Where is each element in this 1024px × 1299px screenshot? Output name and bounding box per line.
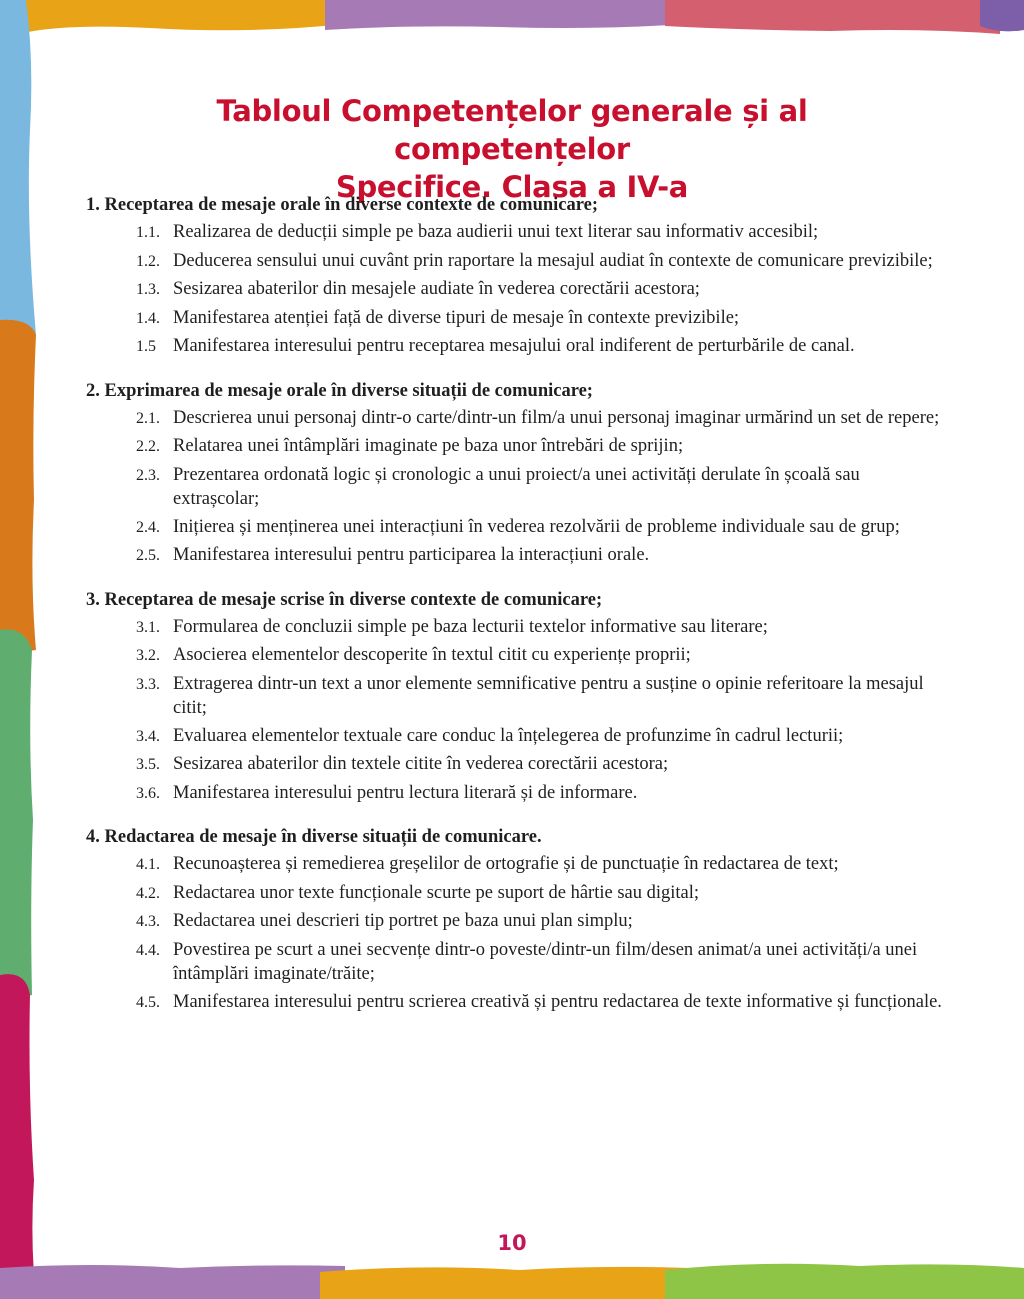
section-1 — [86, 192, 966, 360]
item-number: 4.3. — [136, 913, 160, 930]
item-number: 4.5. — [136, 993, 160, 1011]
list-item — [86, 615, 966, 641]
item-text: Manifestarea interesului pentru scrierea creativă și pentru redactarea de texte informative și funcționale. — [173, 991, 942, 1012]
section-heading: 4. Redactarea de mesaje în diverse situații de comunicare. — [86, 827, 542, 847]
item-number: 3.5. — [136, 756, 160, 773]
border-bottom-purple — [0, 1265, 345, 1299]
item-text: Recunoașterea și remedierea greșelilor de ortografie și de punctuație în redactarea de text; — [173, 854, 839, 874]
item-text: Prezentarea ordonată logic și cronologic a unui proiect/a unei activități derulate în școală sau extrașcolar; — [173, 464, 860, 509]
border-left-blue — [0, 0, 36, 345]
border-top-violet — [980, 0, 1024, 31]
list-item — [86, 909, 966, 935]
list-item — [86, 724, 966, 750]
item-text: Formularea de concluzii simple pe baza lecturii textelor informative sau literare; — [173, 616, 768, 637]
item-text: Manifestarea interesului pentru receptarea mesajului oral indiferent de perturbările de canal. — [173, 336, 855, 356]
item-number: 2.4. — [136, 518, 160, 536]
item-text: Manifestarea interesului pentru participarea la interacțiuni orale. — [173, 545, 650, 565]
page-number: 10 — [497, 1231, 527, 1255]
border-top-purple — [325, 0, 685, 30]
section-heading: 2. Exprimarea de mesaje orale în diverse situații de comunicare; — [86, 380, 593, 401]
section-3 — [86, 587, 966, 807]
item-text: Povestirea pe scurt a unei secvențe dintr-o poveste/dintr-un film/desen animat/a unei activități/a unei întâmplări imaginate/trăite; — [173, 939, 918, 984]
item-text: Relatarea unei întâmplări imaginate pe baza unor întrebări de sprijin; — [173, 436, 684, 456]
list-item — [86, 643, 966, 669]
list-item — [86, 881, 966, 907]
item-number: 1.4. — [136, 309, 160, 327]
item-text: Redactarea unei descrieri tip portret pe baza unui plan simplu; — [173, 911, 633, 931]
list-item — [86, 434, 966, 460]
item-number: 4.2. — [136, 884, 160, 902]
list-item — [86, 306, 966, 332]
item-number: 2.3. — [136, 466, 160, 484]
list-item — [86, 406, 966, 432]
item-text: Manifestarea atenției față de diverse tipuri de mesaje în contexte previzibile; — [173, 307, 740, 328]
item-number: 1.1. — [136, 224, 160, 241]
item-text: Deducerea sensului unui cuvânt prin raportare la mesajul audiat în contexte de comunicare previzibile; — [173, 250, 933, 271]
item-number: 4.4. — [136, 941, 160, 959]
list-item — [86, 277, 966, 303]
item-text: Sesizarea abaterilor din mesajele audiate în vederea corectării acestora; — [173, 279, 700, 299]
item-number: 1.3. — [136, 281, 160, 298]
item-number: 3.3. — [136, 675, 160, 693]
item-text: Sesizarea abaterilor din textele citite în vederea corectării acestora; — [173, 754, 669, 774]
border-left-orange — [0, 320, 36, 655]
border-left-green — [0, 629, 33, 1000]
competence-list — [86, 192, 966, 1033]
list-item — [86, 334, 966, 360]
list-item — [86, 938, 966, 987]
item-number: 3.6. — [136, 784, 160, 802]
item-number: 2.2. — [136, 438, 160, 455]
list-item — [86, 249, 966, 275]
item-text: Realizarea de deducții simple pe baza audierii unui text literar sau informativ accesibil; — [173, 222, 819, 242]
list-item — [86, 543, 966, 569]
list-item — [86, 463, 966, 512]
list-item — [86, 220, 966, 246]
item-text: Inițierea și menținerea unei interacțiuni în vederea rezolvării de probleme individuale sau de grup; — [173, 516, 900, 537]
item-number: 1.2. — [136, 252, 160, 270]
item-number: 3.4. — [136, 727, 160, 745]
border-bottom-orange — [320, 1267, 690, 1299]
page-title — [100, 92, 924, 206]
title-line-2: Specifice. Clasa a IV-a — [335, 170, 689, 204]
item-text: Asocierea elementelor descoperite în textul citit cu experiențe proprii; — [173, 645, 691, 665]
border-top-red — [665, 0, 1000, 34]
item-text: Extragerea dintr-un text a unor elemente semnificative pentru a susține o opinie referitoare la mesajul citit; — [173, 673, 924, 718]
list-item — [86, 990, 966, 1016]
list-item — [86, 752, 966, 778]
item-text: Descrierea unui personaj dintr-o carte/dintr-un film/a unui personaj imaginar urmărind un set de repere; — [173, 407, 940, 428]
item-number: 2.5. — [136, 547, 160, 564]
title-line-1: Tabloul Competențelor generale și al competențelor — [216, 94, 808, 166]
item-number: 3.1. — [136, 618, 160, 636]
item-number: 2.1. — [136, 409, 160, 427]
list-item — [86, 781, 966, 807]
item-number: 4.1. — [136, 856, 160, 873]
border-bottom-green — [665, 1264, 1024, 1299]
list-item — [86, 515, 966, 541]
item-text: Manifestarea interesului pentru lectura literară și de informare. — [173, 782, 638, 803]
section-heading: 1. Receptarea de mesaje orale în diverse contexte de comunicare; — [86, 195, 599, 215]
item-text: Evaluarea elementelor textuale care conduc la înțelegerea de profunzime în cadrul lecturii; — [173, 725, 844, 746]
item-number: 1.5 — [136, 338, 156, 355]
item-text: Redactarea unor texte funcționale scurte pe suport de hârtie sau digital; — [173, 882, 700, 903]
list-item — [86, 852, 966, 878]
list-item — [86, 672, 966, 721]
border-top-orange — [0, 0, 345, 36]
section-heading: 3. Receptarea de mesaje scrise în diverse contexte de comunicare; — [86, 589, 603, 610]
item-number: 3.2. — [136, 647, 160, 664]
section-2 — [86, 378, 966, 569]
section-4 — [86, 824, 966, 1015]
